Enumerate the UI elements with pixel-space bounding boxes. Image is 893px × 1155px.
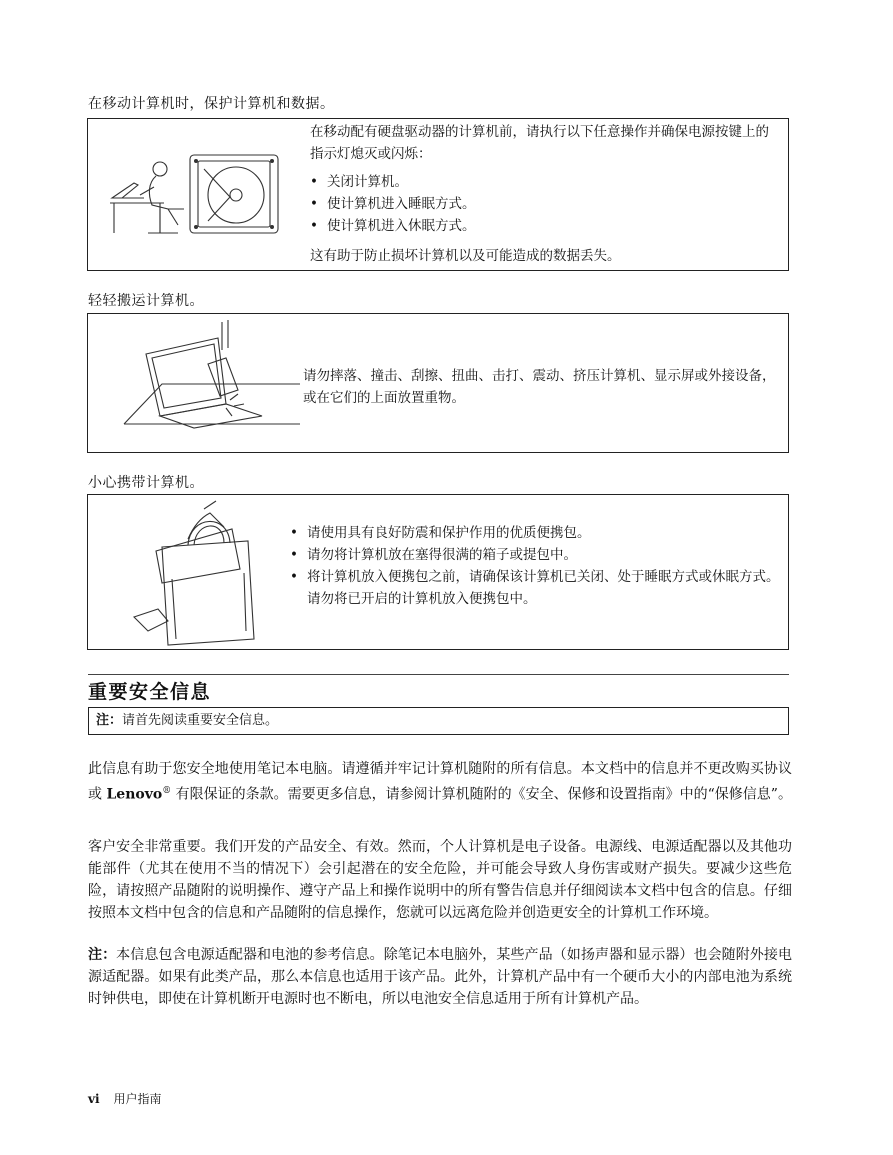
note-paragraph-text: 本信息包含电源适配器和电池的参考信息。除笔记本电脑外，某些产品（如扬声器和显示器）也会随附外接电源适配器。如果有此类产品，那么本信息也适用于该产品。此外，计算机产品中有一个硬币大小的内部电池为系统时钟供电，即使在计算机断开电源时也不断电，所以电池安全信息适用于所有计算机产品。 — [88, 947, 793, 1007]
handle-gently-text: 请勿摔落、撞击、刮擦、扭曲、击打、震动、挤压计算机、显示屏或外接设备，或在它们的上面放置重物。 — [303, 368, 776, 406]
customer-safety-paragraph: 客户安全非常重要。我们开发的产品安全、有效。然而，个人计算机是电子设备。电源线、电源适配器以及其他功能部件（尤其在使用不当的情况下）会引起潜在的安全危险，并可能会导致人身伤害或财产损失。要减少这些危险，请按照产品随附的说明操作、遵守产品上和操作说明中的所有警告信息并仔细阅读本文档中包含的信息。仔细按照本文档中包含的信息和产品随附的信息操作，您就可以远离危险并创造更安全的计算机工作环境。 — [88, 839, 792, 921]
important-safety-title: 重要安全信息 — [88, 681, 212, 703]
intro-paragraph-part2: 有限保证的条款。需要更多信息，请参阅计算机随附的《安全、保修和设置指南》中的“保修信息”。 — [171, 786, 792, 803]
list-item: • 请勿将计算机放在塞得很满的箱子或提包中。 — [290, 544, 780, 566]
protect-data-list — [310, 171, 780, 237]
hard-drive-illustration — [104, 153, 284, 238]
document-title: 用户指南 — [113, 1092, 162, 1106]
list-item: • 请使用具有良好防震和保护作用的优质便携包。 — [290, 522, 780, 544]
list-item: • 使计算机进入休眠方式。 — [310, 215, 780, 237]
intro-paragraph-part1: 此信息有助于您安全地使用笔记本电脑。请遵循并牢记计算机随附的所有信息。本文档中的信息并不更改购买协议或 — [88, 761, 792, 803]
section-heading-protect-data: 在移动计算机时，保护计算机和数据。 — [88, 96, 335, 112]
protect-data-box — [87, 118, 789, 271]
page-footer — [88, 1090, 162, 1107]
section-divider — [88, 674, 789, 675]
protect-data-outro: 这有助于防止损坏计算机以及可能造成的数据丢失。 — [310, 248, 621, 264]
list-item: • 将计算机放入便携包之前，请确保该计算机已关闭、处于睡眠方式或休眠方式。请勿将已开启的计算机放入便携包中。 — [290, 566, 780, 610]
handle-gently-box — [87, 313, 789, 453]
note-paragraph-label: 注： — [88, 947, 117, 963]
page-number: vi — [88, 1092, 100, 1106]
laptop-bag-illustration — [128, 499, 278, 647]
list-item: • 使计算机进入睡眠方式。 — [310, 193, 780, 215]
list-item: • 关闭计算机。 — [310, 171, 780, 193]
note-text: 请首先阅读重要安全信息。 — [122, 713, 279, 728]
carry-carefully-list — [290, 522, 780, 610]
registered-mark: ® — [162, 786, 172, 796]
protect-data-intro: 在移动配有硬盘驱动器的计算机前，请执行以下任意操作并确保电源按键上的指示灯熄灭或闪烁： — [310, 124, 769, 162]
carry-carefully-box — [87, 494, 789, 650]
section-heading-handle-gently: 轻轻搬运计算机。 — [88, 293, 204, 309]
intro-paragraph — [88, 758, 792, 806]
brand-name: Lenovo — [106, 786, 163, 803]
laptop-drop-illustration — [122, 320, 302, 444]
note-box — [88, 707, 789, 735]
note-label: 注： — [96, 713, 123, 728]
section-heading-carry-carefully: 小心携带计算机。 — [88, 475, 204, 491]
note-paragraph — [88, 944, 792, 1010]
